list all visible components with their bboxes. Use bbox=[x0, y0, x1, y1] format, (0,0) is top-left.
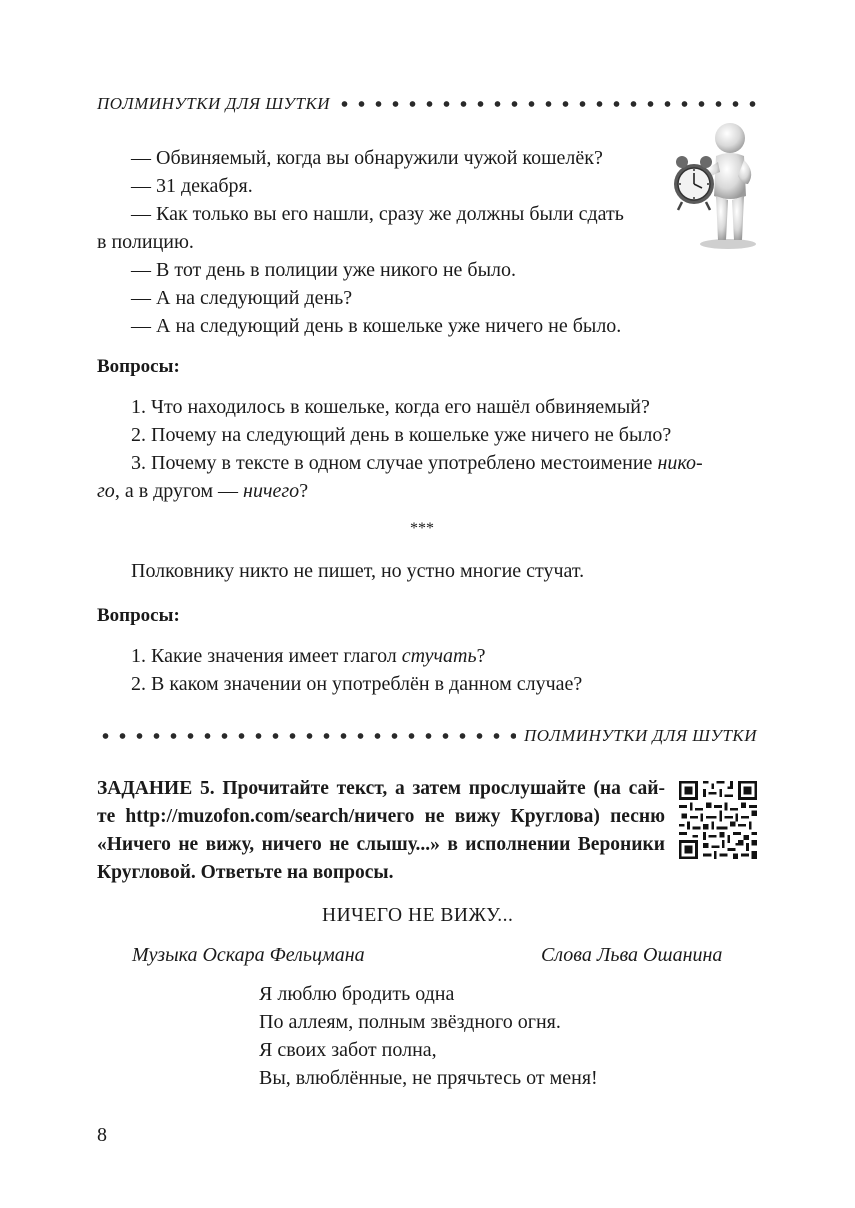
qr-code-icon[interactable] bbox=[679, 780, 757, 860]
verse-line: Вы, влюблённые, не прячьтесь от меня! bbox=[259, 1067, 598, 1089]
music-credit: Музыка Оскара Фельцмана bbox=[132, 944, 365, 966]
section-separator: *** bbox=[410, 520, 434, 537]
task-link-line[interactable]: те http://muzofon.com/search/ничего не вижу Круглова) песню bbox=[97, 806, 665, 827]
dialogue-line: — Обвиняемый, когда вы обнаружили чужой кошелёк? bbox=[131, 147, 603, 169]
question-item: 1. Какие значения имеет глагол стучать? bbox=[131, 645, 486, 667]
dialogue-line: — А на следующий день? bbox=[131, 287, 353, 309]
dialogue-line: — 31 декабря. bbox=[131, 175, 253, 197]
question-item: 2. В каком значении он употреблён в данном случае? bbox=[131, 673, 583, 695]
questions-heading: Вопросы: bbox=[97, 356, 180, 377]
dialogue-line: — Как только вы его нашли, сразу же должны были сдать bbox=[131, 203, 624, 225]
lyrics-credit: Слова Льва Ошанина bbox=[541, 944, 723, 966]
verse-line: Я люблю бродить одна bbox=[259, 983, 455, 1005]
question-item: 2. Почему на следующий день в кошельке уже ничего не было? bbox=[131, 424, 672, 446]
song-title: НИЧЕГО НЕ ВИЖУ... bbox=[322, 905, 514, 926]
figure-with-clock-icon bbox=[668, 122, 760, 250]
page-number: 8 bbox=[97, 1124, 107, 1146]
verse-line: Я своих забот полна, bbox=[259, 1039, 437, 1061]
joke-text: Полковнику никто не пишет, но устно многие стучат. bbox=[131, 560, 585, 582]
question-item: 1. Что находилось в кошельке, когда его нашёл обвиняемый? bbox=[131, 396, 650, 418]
dotted-rule bbox=[97, 732, 516, 740]
questions-heading: Вопросы: bbox=[97, 605, 180, 626]
dialogue-line: в полицию. bbox=[97, 231, 194, 253]
dialogue-line: — А на следующий день в кошельке уже ничего не было. bbox=[131, 315, 622, 337]
dialogue-line: — В тот день в полиции уже никого не было. bbox=[131, 259, 516, 281]
running-footer-title: ПОЛМИНУТКИ ДЛЯ ШУТКИ bbox=[523, 726, 757, 745]
running-header bbox=[97, 93, 757, 115]
question-item: 3. Почему в тексте в одном случае употреблено местоимение нико- bbox=[131, 452, 703, 474]
verse-line: По аллеям, полным звёздного огня. bbox=[259, 1011, 561, 1033]
task-instruction: ЗАДАНИЕ 5. Прочитайте текст, а затем прослушайте (на сай- те http://muzofon.com/search/ничего не вижу Круглова) песню «Ничего не вижу, ничего не слышу...» в исполнении Вероники Кругловой. Ответьте на вопросы. bbox=[97, 778, 665, 883]
question-item-continuation: го, а в другом — ничего? bbox=[97, 480, 309, 502]
running-header-title: ПОЛМИНУТКИ ДЛЯ ШУТКИ bbox=[97, 94, 331, 113]
dotted-rule bbox=[336, 100, 757, 108]
running-footer-band bbox=[97, 725, 757, 747]
